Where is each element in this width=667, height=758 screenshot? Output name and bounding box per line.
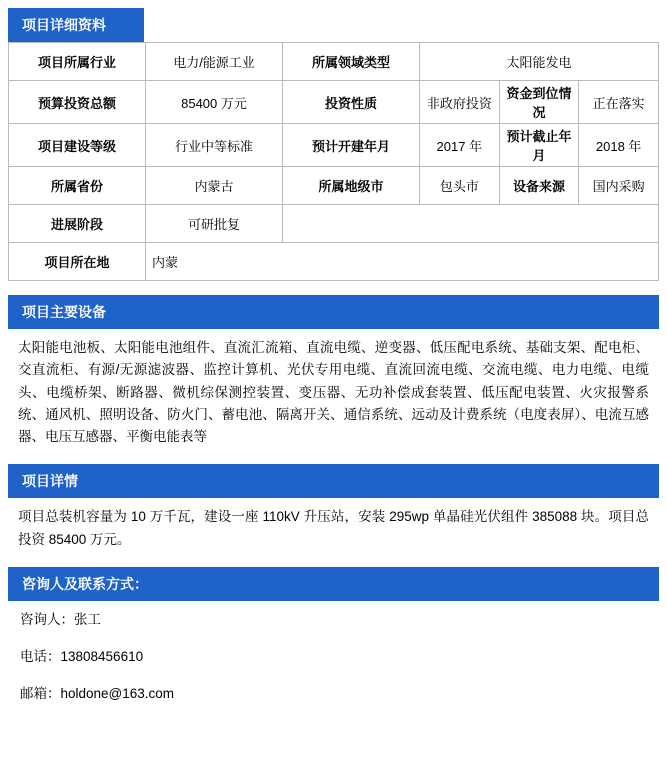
cell-label: 投资性质 bbox=[283, 81, 420, 124]
table-row bbox=[9, 243, 659, 281]
cell-label: 所属省份 bbox=[9, 167, 146, 205]
table-row bbox=[9, 43, 659, 81]
spacer bbox=[8, 281, 659, 295]
section-header-contact: 咨询人及联系方式： bbox=[8, 567, 659, 601]
cell-value: 太阳能发电 bbox=[420, 43, 659, 81]
cell-label: 预算投资总额 bbox=[9, 81, 146, 124]
cell-label: 预计开建年月 bbox=[283, 124, 420, 167]
contact-person: 咨询人：张工 bbox=[20, 611, 101, 627]
cell-value: 2017 年 bbox=[420, 124, 500, 167]
cell-label: 设备来源 bbox=[499, 167, 579, 205]
section-header-detail: 项目详细资料 bbox=[8, 8, 144, 42]
cell-label: 项目建设等级 bbox=[9, 124, 146, 167]
project-detail-table bbox=[8, 42, 659, 281]
project-info-text: 项目总装机容量为 10 万千瓦，建设一座 110kV 升压站，安装 295wp 单晶硅光伏组件 385088 块。项目总投资 85400 万元。 bbox=[18, 509, 649, 547]
contact-block bbox=[8, 601, 659, 714]
table-row bbox=[9, 167, 659, 205]
cell-value: 行业中等标准 bbox=[146, 124, 283, 167]
cell-label: 进展阶段 bbox=[9, 205, 146, 243]
cell-blank bbox=[283, 205, 659, 243]
cell-label: 预计截止年月 bbox=[499, 124, 579, 167]
cell-value: 非政府投资 bbox=[420, 81, 500, 124]
table-body bbox=[9, 43, 659, 281]
contact-phone: 电话：13808456610 bbox=[20, 648, 144, 664]
cell-label: 项目所属行业 bbox=[9, 43, 146, 81]
cell-value: 内蒙 bbox=[146, 243, 659, 281]
table-row bbox=[9, 124, 659, 167]
cell-value: 内蒙古 bbox=[146, 167, 283, 205]
cell-label: 项目所在地 bbox=[9, 243, 146, 281]
cell-value: 可研批复 bbox=[146, 205, 283, 243]
contact-email: 邮箱：holdone@163.com bbox=[20, 685, 175, 701]
cell-label: 资金到位情况 bbox=[499, 81, 579, 124]
table-row bbox=[9, 205, 659, 243]
cell-label: 所属地级市 bbox=[283, 167, 420, 205]
cell-value: 国内采购 bbox=[579, 167, 659, 205]
cell-value: 电力/能源工业 bbox=[146, 43, 283, 81]
cell-value: 2018 年 bbox=[579, 124, 659, 167]
section-header-equipment: 项目主要设备 bbox=[8, 295, 659, 329]
cell-value: 85400 万元 bbox=[146, 81, 283, 124]
cell-label: 所属领域类型 bbox=[283, 43, 420, 81]
cell-value: 正在落实 bbox=[579, 81, 659, 124]
equipment-text: 太阳能电池板、太阳能电池组件、直流汇流箱、直流电缆、逆变器、低压配电系统、基础支架、配电柜、交直流柜、有源/无源滤波器、监控计算机、光伏专用电缆、直流回流电缆、交流电缆、电力电缆、电缆头、电缆桥架、断路器、微机综保测控装置、变压器、无功补偿成套装置、低压配电装置、火灾报警系统、通风机、照明设备、防火门、蓄电池、隔离开关、通信系统、远动及计费系统（电度表屏）、电流互感器、电压互感器、平衡电能表等 bbox=[18, 340, 649, 445]
section-header-project-info: 项目详情 bbox=[8, 464, 659, 498]
cell-value: 包头市 bbox=[420, 167, 500, 205]
table-row bbox=[9, 81, 659, 124]
